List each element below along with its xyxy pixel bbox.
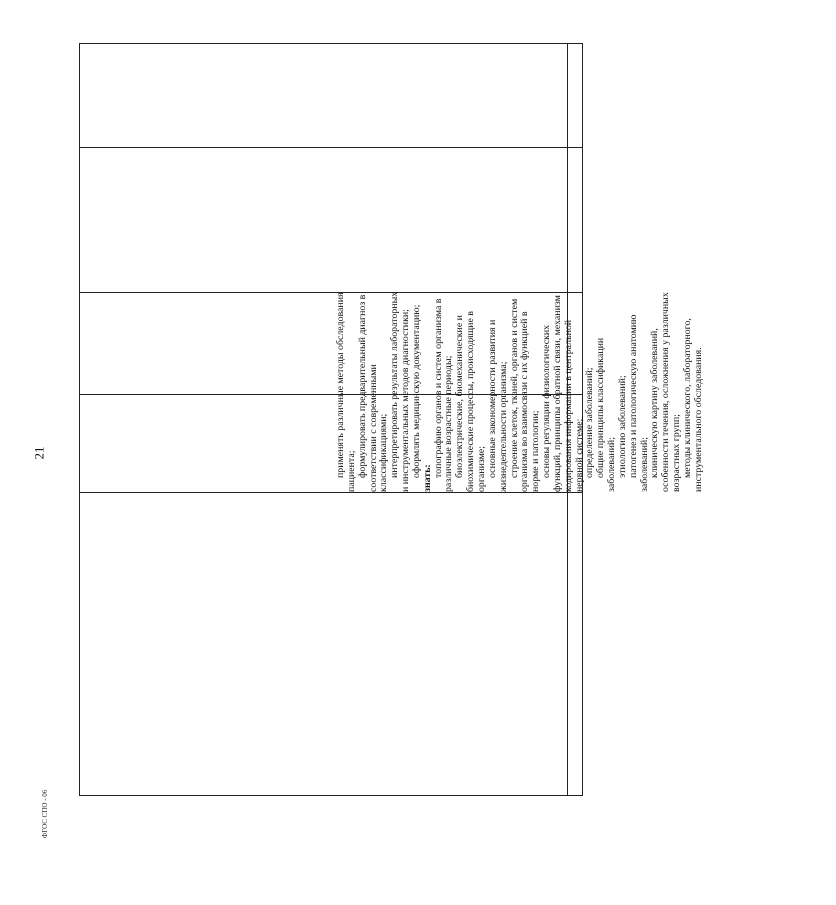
text-line: интерпретировать результаты лабораторных [389,291,401,478]
text-line: применять различные методы обследования [335,292,346,478]
text-line: патогенез и патологическую анатомию [627,314,639,478]
text-line: формулировать предварительный диагноз в [356,294,368,478]
text-line: знать: [421,464,433,492]
footer-code: ФГОС СПО - 06 [41,789,49,839]
text-line: норме и патологии; [530,410,542,492]
text-line: биоэлектрические, биомеханические и [454,315,466,478]
text-line: общие принципы классификации [595,337,607,478]
text-line: биохимические процессы, происходящие в [465,311,477,492]
text-line: методы клинического, лабораторного, [682,318,693,478]
text-line: пациента; [345,450,357,492]
text-line: функций, принципы обратной связи, механизм [551,295,563,492]
page-number: 21 [31,446,47,460]
text-line: соответствии с современными [367,364,379,492]
competency-text-cell [336,197,836,492]
text-line: основы регуляции физиологических [541,324,553,478]
text-line: различные возрастные периоды; [443,355,455,492]
text-line: заболеваний; [606,437,618,492]
text-line: нервной системе; [573,418,585,492]
text-line: оформлять медицинскую документацию; [410,304,422,478]
text-line: инструментального обследования. [692,347,704,492]
text-line: возрастных групп; [671,414,683,492]
table-border-bottom [79,795,583,796]
text-line: заболеваний; [638,437,650,492]
text-line: основные закономерности развития и [486,319,498,478]
text-line: топографию органов и систем организма в [432,298,444,478]
table-border-left [79,43,80,796]
text-line: строение клеток, тканей, органов и систем [508,298,520,478]
column-divider-4 [79,492,583,493]
text-line: жизнедеятельности организма; [497,361,509,492]
text-line: организма во взаимосвязи с их функцией в [519,311,531,492]
text-line: особенности течения, осложнения у различных [660,292,672,492]
text-line: классификациями; [378,413,390,492]
text-line: определение заболеваний; [584,367,596,478]
column-divider-1 [79,147,583,148]
text-line: и инструментальных методов диагностики; [400,309,412,492]
text-line: организме; [475,445,487,492]
table-border-top [79,43,583,44]
text-line: этиологию заболеваний; [616,375,628,478]
text-line: кодирования информации в центральной [562,319,574,492]
text-line: клиническую картину заболеваний, [649,328,661,478]
